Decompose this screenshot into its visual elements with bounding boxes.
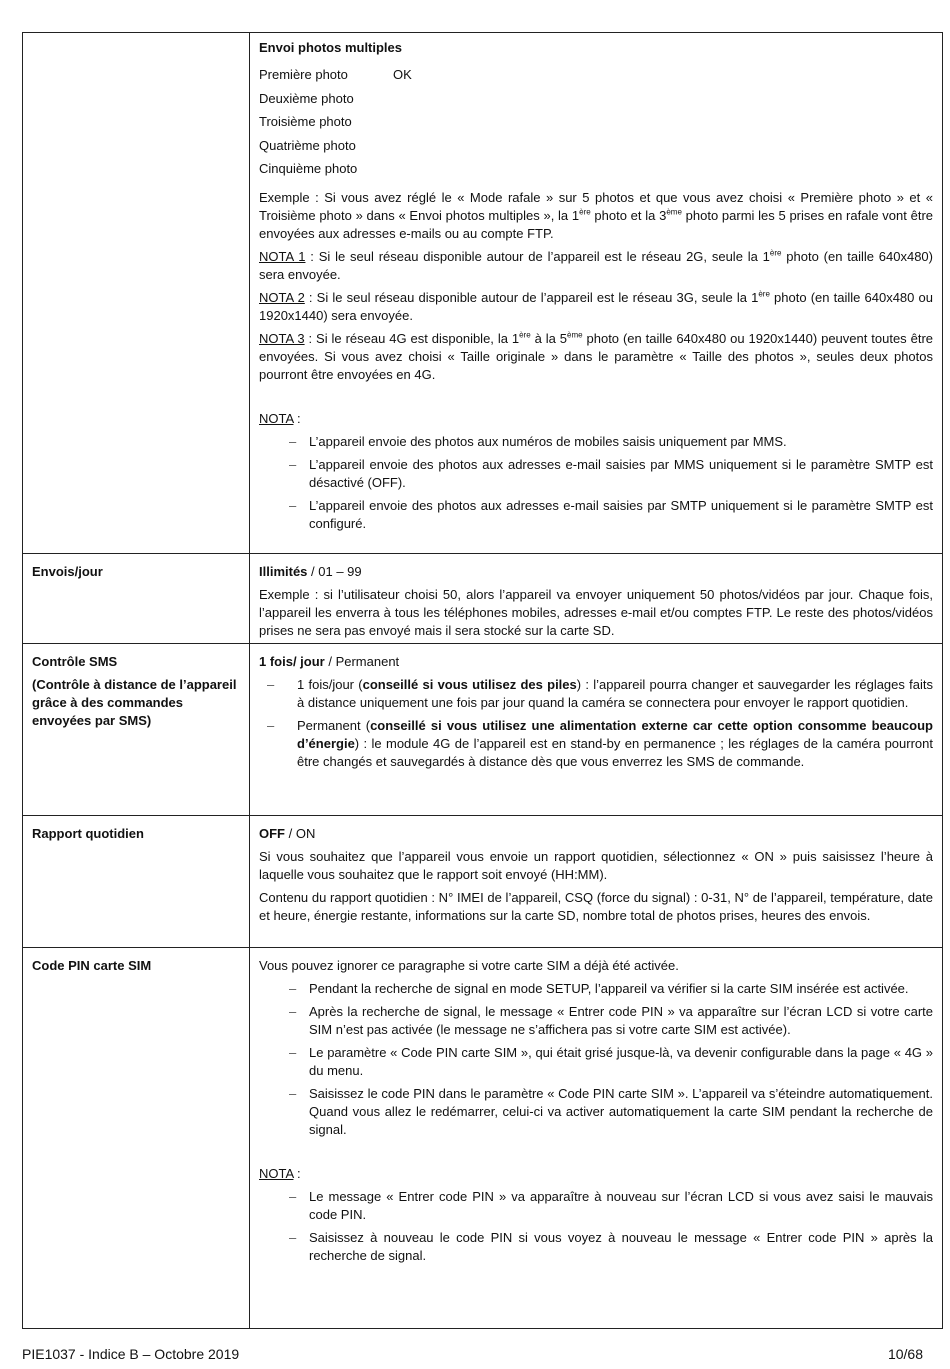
option-status: OK xyxy=(393,67,412,83)
dash-bullet-icon: – xyxy=(289,1004,297,1019)
rapport-content: Contenu du rapport quotidien : N° IMEI de l’appareil, CSQ (force du signal) : 0-31, N° de l’appareil, température, date et heure, énergie restante, informations sur la carte SD, nombre total de photos prises, heures des envois. xyxy=(259,890,933,923)
photo-option: Troisième photo xyxy=(259,114,352,130)
row-photos xyxy=(23,33,943,554)
envois-label: Envois/jour xyxy=(32,564,103,579)
list-item: – Le message « Entrer code PIN » va apparaître à nouveau sur l’écran LCD si vous avez saisi le mauvais code PIN. xyxy=(289,1189,933,1222)
page-footer xyxy=(22,1346,923,1362)
sms-label-cell xyxy=(23,644,250,816)
envois-label-cell xyxy=(23,554,250,644)
dash-bullet-icon: – xyxy=(289,1086,297,1101)
list-item: – L’appareil envoie des photos aux numéros de mobiles saisis uniquement par MMS. xyxy=(289,433,787,449)
row-envois xyxy=(23,554,943,644)
pin-cell xyxy=(250,948,943,1329)
nota-list xyxy=(259,433,933,533)
dash-bullet-icon: – xyxy=(289,1230,297,1245)
label-cell-empty xyxy=(23,33,250,554)
list-item: – L’appareil envoie des photos aux adresses e-mail saisies par MMS uniquement si le paramètre SMTP est désactivé (OFF). xyxy=(289,456,933,490)
photo-option: Cinquième photo xyxy=(259,161,358,177)
rapport-label-cell xyxy=(23,816,250,948)
dash-bullet-icon: – xyxy=(289,456,297,472)
list-item: – 1 fois/jour (conseillé si vous utilisez des piles) : l’appareil pourra changer et sauvegarder les réglages faits à distance uniquement une fois par jour quand la caméra se connectera pour envoyer le rapport quotidien. xyxy=(267,677,933,710)
settings-table xyxy=(22,32,943,1329)
photo-option: Première photo OK xyxy=(259,67,412,83)
page-number: 10/68 xyxy=(887,1346,923,1362)
row-pin xyxy=(23,948,943,1329)
row-sms xyxy=(23,644,943,816)
pin-list xyxy=(259,980,933,1139)
list-item: – Saisissez le code PIN dans le paramètre « Code PIN carte SIM ». L’appareil va s’éteindre automatiquement. Quand vous allez le redémarrer, celui-ci va activer automatiquement la carte SIM pendant la recherche de signal. xyxy=(289,1086,933,1137)
sms-label: Contrôle SMS xyxy=(32,654,118,669)
document-reference: PIE1037 - Indice B – Octobre 2019 xyxy=(22,1346,240,1362)
rapport-desc: Si vous souhaitez que l’appareil vous envoie un rapport quotidien, sélectionnez « ON » puis saisissez l’heure à laquelle vous souhaitez que le rapport soit envoyé (HH:MM). xyxy=(259,849,933,882)
dash-bullet-icon: – xyxy=(289,433,297,449)
photo-option: Deuxième photo xyxy=(259,90,354,106)
dash-bullet-icon: – xyxy=(267,677,275,692)
dash-bullet-icon: – xyxy=(289,497,297,513)
pin-label: Code PIN carte SIM xyxy=(32,958,152,973)
envois-options: Illimités / 01 – 99 xyxy=(259,564,362,579)
nota-heading: NOTA : xyxy=(259,1166,301,1181)
pin-intro: Vous pouvez ignorer ce paragraphe si votre carte SIM a déjà été activée. xyxy=(259,958,679,973)
list-item: – Permanent (conseillé si vous utilisez une alimentation externe car cette option consomme beaucoup d’énergie) : le module 4G de l’appareil est en stand-by en permanence ; les réglages de la caméra pourront être changés et sauvegardés à distance dès que vous enverrez les SMS de commande. xyxy=(267,718,933,769)
pin-nota-list xyxy=(259,1188,933,1265)
dash-bullet-icon: – xyxy=(289,1045,297,1060)
nota-1: NOTA 1 : Si le seul réseau disponible autour de l’appareil est le réseau 2G, seule la 1ère photo (en taille 640x480) sera envoyée. xyxy=(259,248,933,282)
envois-example: Exemple : si l’utilisateur choisi 50, alors l’appareil va envoyer uniquement 50 photos/vidéos par jour. Chaque fois, l’appareil les enverra à tous les téléphones mobiles, adresses e-mail et/ou comptes FTP. Le reste des photos/vidéos prises ne sera pas envoyé mais il sera stocké sur la carte SD. xyxy=(259,587,933,638)
list-item: – Pendant la recherche de signal en mode SETUP, l’appareil va vérifier si la carte SIM insérée est activée. xyxy=(289,981,909,996)
list-item: – Saisissez à nouveau le code PIN si vous voyez à nouveau le message « Entrer code PIN » après la recherche de signal. xyxy=(289,1230,933,1263)
photos-title: Envoi photos multiples xyxy=(259,40,403,55)
sms-options: 1 fois/ jour / Permanent xyxy=(259,654,400,669)
list-item: – Après la recherche de signal, le message « Entrer code PIN » va apparaître sur l’écran LCD si votre carte SIM n’est pas activée (le message ne s’affichera pas si votre carte SIM est activée). xyxy=(289,1004,933,1037)
sms-sublabel: (Contrôle à distance de l’appareil grâce à des commandes envoyées par SMS) xyxy=(32,677,237,728)
list-item: – Le paramètre « Code PIN carte SIM », qui était grisé jusque-là, va devenir configurable dans la page « 4G » du menu. xyxy=(289,1045,933,1078)
list-item: – L’appareil envoie des photos aux adresses e-mail saisies par SMTP uniquement si le paramètre SMTP est configuré. xyxy=(289,497,933,531)
rapport-options: OFF / ON xyxy=(259,826,316,841)
pin-label-cell xyxy=(23,948,250,1329)
dash-bullet-icon: – xyxy=(267,718,275,733)
row-rapport xyxy=(23,816,943,948)
envois-cell xyxy=(250,554,943,644)
nota-3: NOTA 3 : Si le réseau 4G est disponible, la 1ère à la 5ème photo (en taille 640x480 ou 1920x1440) peuvent toutes être envoyées. Si vous avez choisi « Taille originale » dans le paramètre « Taille des photos », seules deux photos pourront être envoyées en 4G. xyxy=(259,330,934,382)
photos-example: Exemple : Si vous avez réglé le « Mode rafale » sur 5 photos et que vous avez choisi « Première photo » et « Troisième photo » dans « Envoi photos multiples », la 1ère photo et la 3ème photo parmi les 5 prises en rafale vont être envoyées aux adresses e-mails ou au compte FTP. xyxy=(259,189,934,241)
nota-heading: NOTA : xyxy=(259,410,301,426)
dash-bullet-icon: – xyxy=(289,981,297,996)
photos-options xyxy=(259,63,933,181)
photos-cell xyxy=(250,33,943,554)
nota-2: NOTA 2 : Si le seul réseau disponible autour de l’appareil est le réseau 3G, seule la 1ère photo (en taille 640x480 ou 1920x1440) sera envoyée. xyxy=(259,289,933,323)
sms-cell xyxy=(250,644,943,816)
photo-option: Quatrième photo xyxy=(259,137,356,153)
rapport-label: Rapport quotidien xyxy=(32,826,144,841)
dash-bullet-icon: – xyxy=(289,1189,297,1204)
rapport-cell xyxy=(250,816,943,948)
sms-list xyxy=(259,676,933,771)
